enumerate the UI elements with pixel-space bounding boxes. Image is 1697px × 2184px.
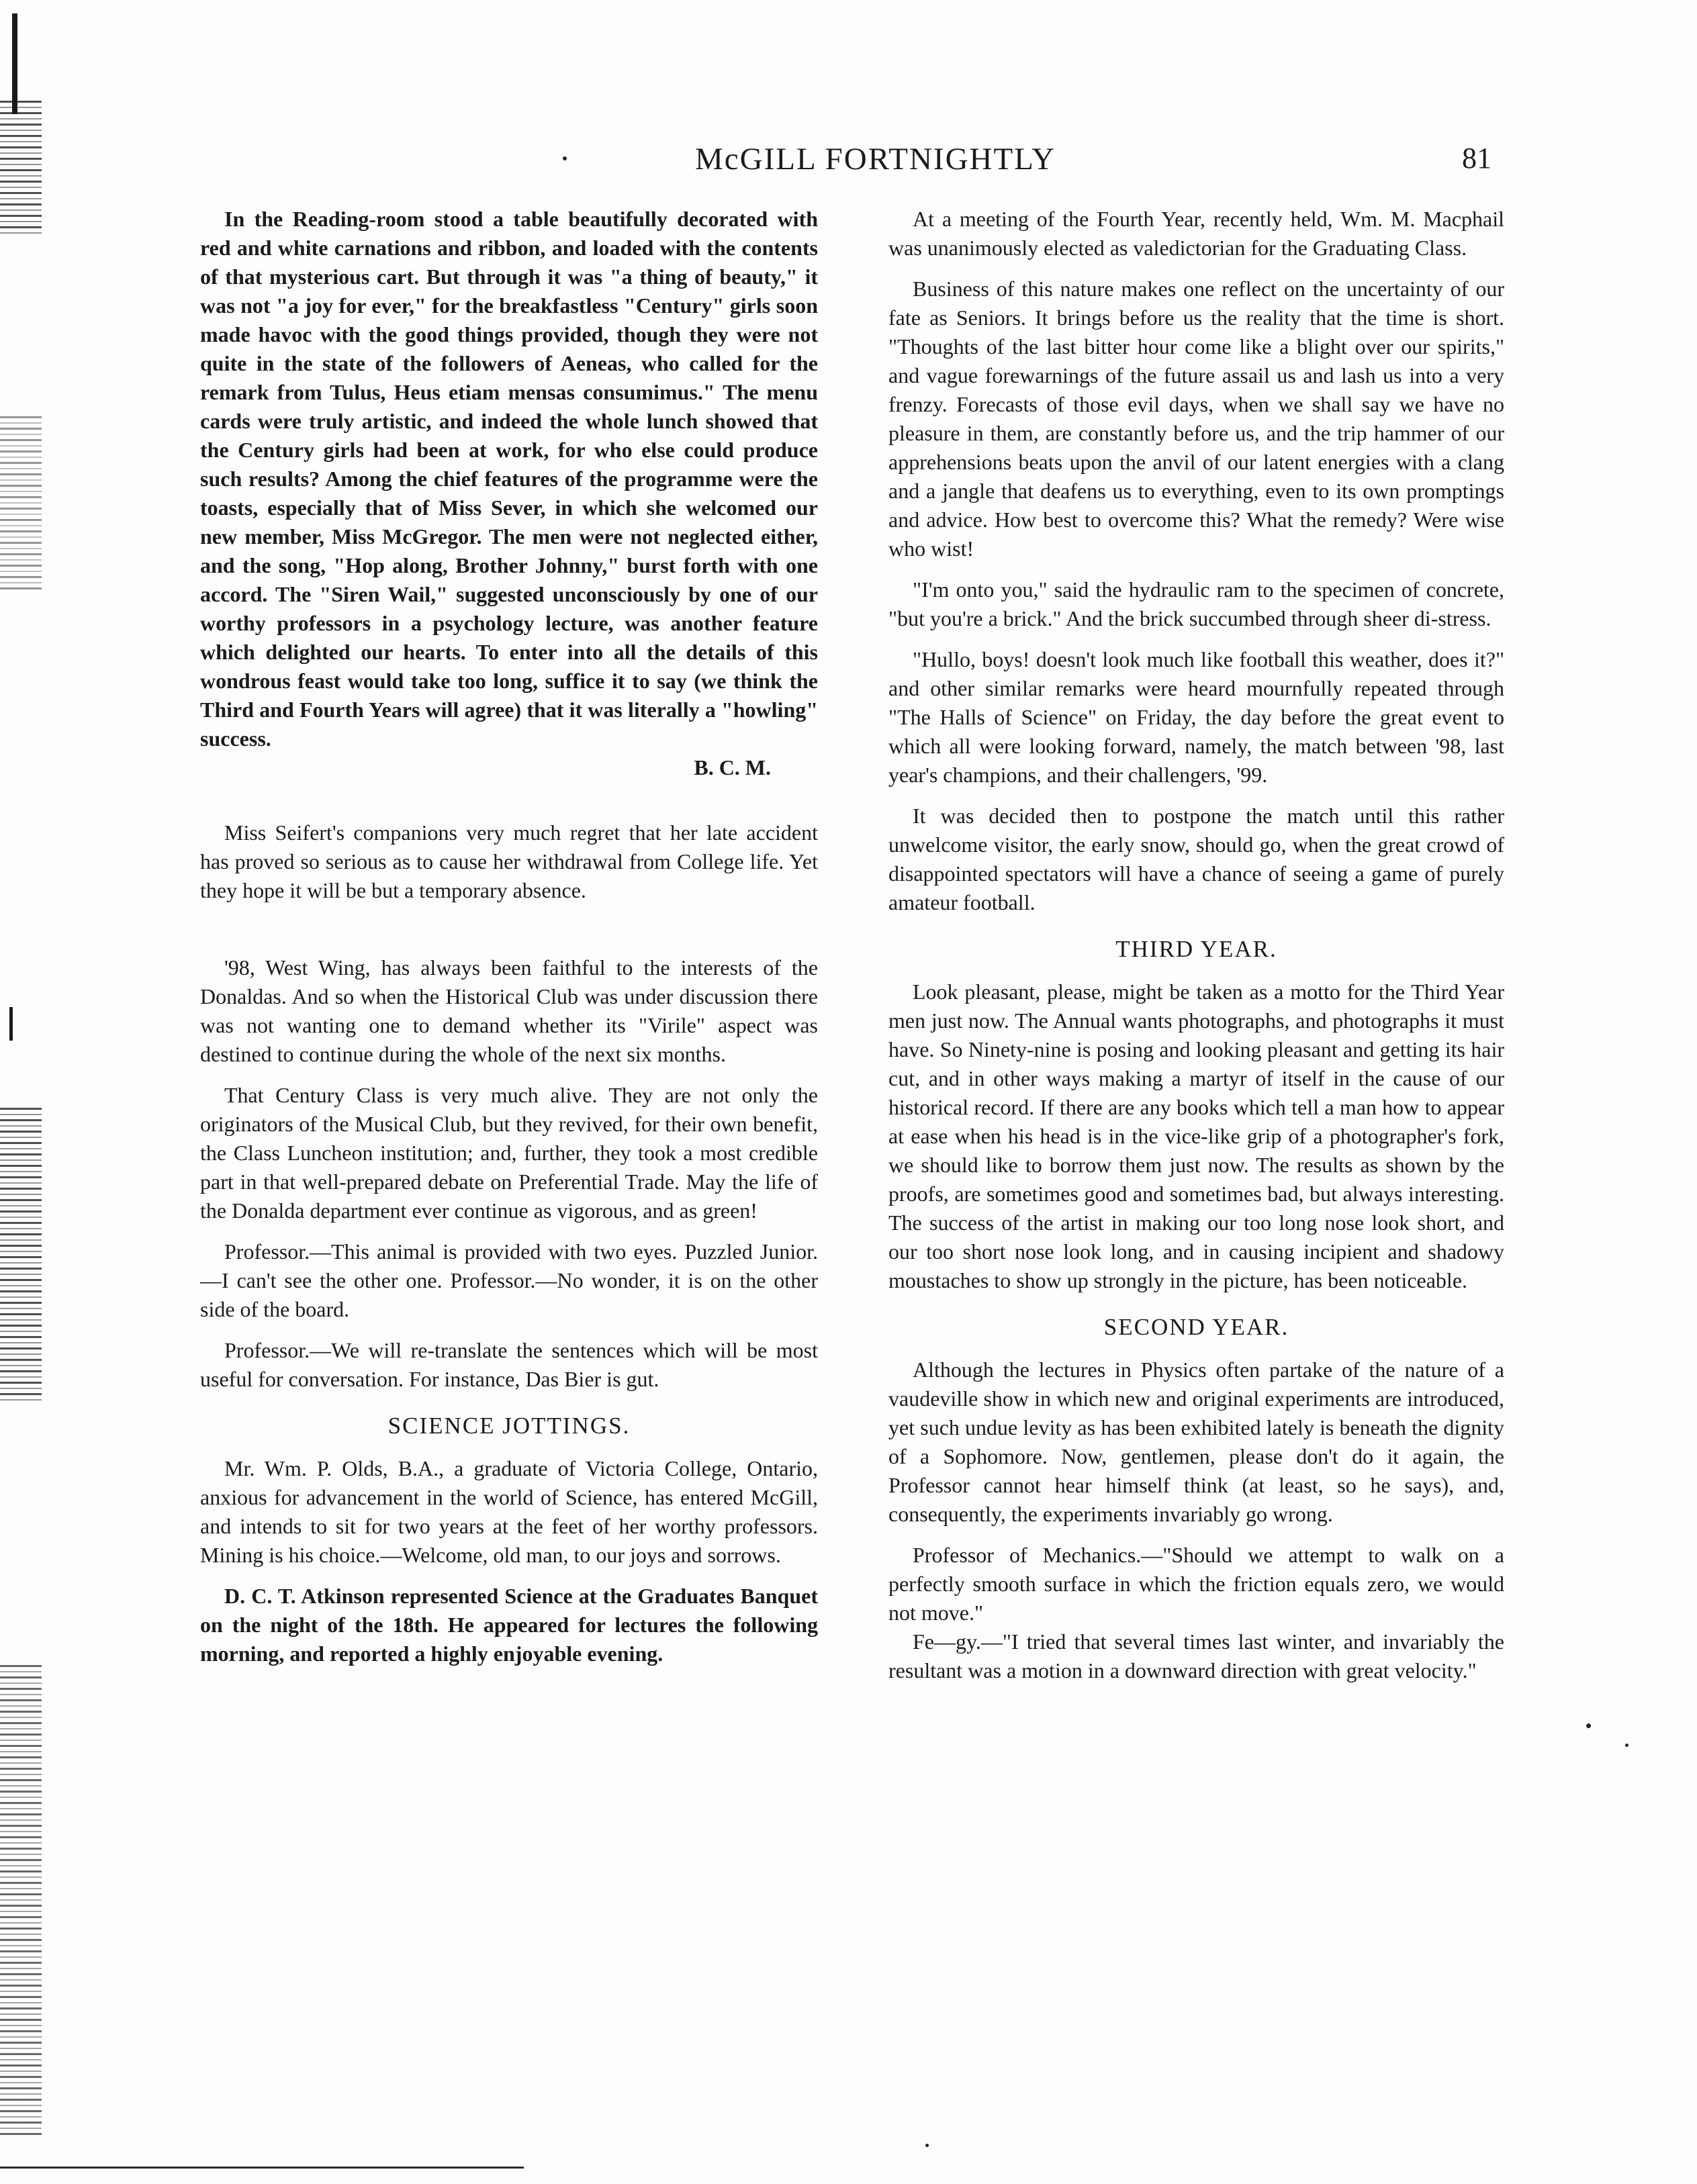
article-paragraph: Fe—gy.—"I tried that several times last winter, and invariably the resultant was a motion in a downward direction with great velocity." [888,1629,1504,1682]
spacer [200,917,818,953]
scan-edge-strip [12,13,17,114]
article-paragraph: Look pleasant, please, might be taken as a motto for the Third Year men just now. The Annual wants photographs, and photographs it must have. So Ninety-nine is posing and looking pleasant and getting its hair cut, and in other ways making a martyr of itself in the cause of our historical record. If there are any books which tell a man how to appear at ease when his head is in the vice-like grip of a photographer's fork, we should like to borrow them just now. The results as shown by the proofs, are sometimes good and sometimes bad, but always interesting. The success of the artist in making our too long nose look short, and our too short nose look long, and in causing incipient and shadowy moustaches to show up strongly in the picture, has been noticeable. [888,980,1504,1292]
author-signature: B. C. M. [694,755,771,779]
article-paragraph: "Hullo, boys! doesn't look much like football this weather, does it?" and other similar remarks were heard mournfully repeated through "The Halls of Science" on Friday, the day before the great event to which all were looking forward, namely, the match between '98, last year's champions, and their challengers, '99. [888,647,1504,787]
article-paragraph: Professor.—We will re-translate the sentences which will be most useful for conversation. For instance, Das Bier is gut. [200,1338,818,1391]
article-paragraph: At a meeting of the Fourth Year, recently held, Wm. M. Macphail was unanimously elected as valedictorian for the Graduating Class. [888,207,1504,260]
scan-fleck [925,2144,929,2147]
article-paragraph: Professor.—This animal is provided with two eyes. Puzzled Junior.—I can't see the other one. Professor.—No wonder, it is on the other side of the board. [200,1239,818,1321]
scan-edge-shadow [0,0,50,2184]
article-paragraph: That Century Class is very much alive. They are not only the originators of the Musical Club, but they revived, for their own benefit, the Class Luncheon institution; and, further, they took a most credible part in that well-prepared debate on Preferential Trade. May the life of the Donalda department ever continue as vigorous, and as green! [200,1083,818,1223]
right-column [888,205,1504,1697]
reading-room-paragraph: In the Reading-room stood a table beautifully decorated with red and white carnations and ribbon, and loaded with the contents of that mysterious cart. But through it was "a thing of beauty," it was not "a joy for ever," for the breakfastless "Century" girls soon made havoc with the good things provided, though they were not quite in the state of the followers of Aeneas, who called for the remark from Tulus, Heus etiam mensas consumimus." The menu cards were truly artistic, and indeed the whole lunch showed that the Century girls had been at work, for who else could produce such results? Among the chief features of the programme were the toasts, especially that of Miss Sever, in which she welcomed our new member, Miss McGregor. The men were not neglected either, and the song, "Hop along, Brother Johnny," burst forth with one accord. The "Siren Wail," suggested unconsciously by one of our worthy professors in a psychology lecture, was another feature which delighted our hearts. To enter into all the details of this wondrous feast would take too long, suffice it to say (we think the Third and Fourth Years will agree) that it was literally a "howling" success. [200,207,818,751]
article-paragraph: Mr. Wm. P. Olds, B.A., a graduate of Victoria College, Ontario, anxious for advancement in the world of Science, has entered McGill, and intends to sit for two years at the feet of her worthy professors. Mining is his choice.—Welcome, old man, to our joys and sorrows. [200,1456,818,1567]
article-paragraph: "I'm onto you," said the hydraulic ram to the specimen of concrete, "but you're a brick." And the brick succumbed through sheer di-stress. [888,577,1504,630]
scan-edge-noise [0,1665,42,2135]
article-paragraph: It was decided then to postpone the match until this rather unwelcome visitor, the early snow, should go, when the great crowd of disappointed spectators will have a chance of seeing a game of purely amateur football. [888,804,1504,914]
page-number: 81 [1462,142,1492,175]
spacer [200,782,818,818]
scan-fleck [1625,1744,1629,1747]
scan-edge-strip [9,1007,13,1041]
scan-edge-noise [0,416,42,591]
running-header [0,141,1697,195]
scan-bottom-rule [0,2167,524,2169]
article-paragraph: Although the lectures in Physics often partake of the nature of a vaudeville show in which new and original experiments are introduced, yet such undue levity as has been exhibited lately is beneath the dignity of a Sophomore. Now, gentlemen, please don't do it again, the Professor cannot hear himself think (at least, so he says), and, consequently, the experiments invariably go wrong. [888,1358,1504,1526]
section-heading-science-jottings: SCIENCE JOTTINGS. [387,1413,631,1439]
article-paragraph [200,205,818,782]
section-heading-third-year: THIRD YEAR. [1115,936,1277,962]
article-paragraph: D. C. T. Atkinson represented Science at the Graduates Banquet on the night of the 18th. He appeared for lectures the following morning, and reported a highly enjoyable evening. [200,1584,818,1666]
publication-title: McGILL FORTNIGHTLY [695,142,1056,177]
article-paragraph: '98, West Wing, has always been faithful to the interests of the Donaldas. And so when the Historical Club was under discussion there was not wanting one to demand whether its "Virile" aspect was destined to continue during the whole of the next six months. [200,955,818,1066]
section-heading-second-year: SECOND YEAR. [1103,1314,1289,1340]
scan-edge-noise [0,1108,42,1403]
article-paragraph: Professor of Mechanics.—"Should we attempt to walk on a perfectly smooth surface in which the friction equals zero, we would not move." [888,1543,1504,1625]
article-paragraph: Miss Seifert's companions very much regret that her late accident has proved so serious as to cause her withdrawal from College life. Yet they hope it will be but a temporary absence. [200,820,818,902]
article-paragraph: Business of this nature makes one reflect on the uncertainty of our fate as Seniors. It brings before us the reality that the time is short. "Thoughts of the last bitter hour come like a blight over our spirits," and vague forewarnings of the future assail us and lash us into a very frenzy. Forecasts of those evil days, when we shall say we have no pleasure in them, are constantly before us, and the trip hammer of our apprehensions beats upon the anvil of our latent energies with a clang and a jangle that deafens us to everything, even to its own promptings and advice. How best to overcome this? What the remedy? Were wise who wist! [888,277,1504,561]
scan-fleck [1586,1723,1591,1728]
left-column [200,205,818,1680]
